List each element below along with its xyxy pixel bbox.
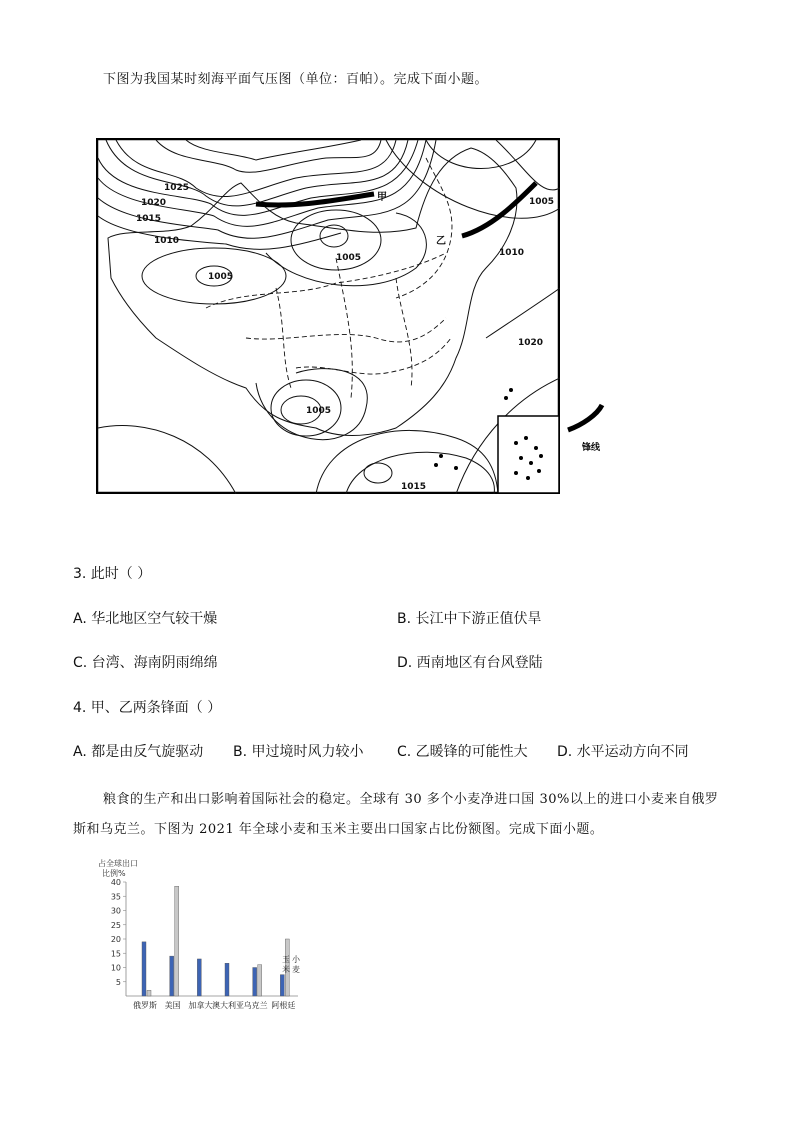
bar-wheat [253,968,257,997]
isobar-label: 1010 [499,248,525,258]
bar-wheat [142,942,146,996]
bar-wheat [170,956,174,996]
isobar-label: 1015 [401,482,427,492]
legend-wheat: 小 [292,955,300,964]
q4-option-d[interactable]: D. 水平运动方向不同 [557,744,689,760]
bar-corn [175,886,179,996]
map-intro: 下图为我国某时刻海平面气压图（单位：百帕）。完成下面小题。 [103,72,489,87]
bar-corn [258,965,262,996]
legend-wheat: 麦 [292,965,300,974]
isobar-label: 1010 [154,236,180,246]
q3-option-c[interactable]: C. 台湾、海南阴雨绵绵 [73,655,218,671]
export-share-chart [88,858,310,1016]
q3-option-d[interactable]: D. 西南地区有台风登陆 [397,655,543,671]
category-label: 阿根廷 [271,1001,296,1010]
category-label: 加拿大 [188,1001,213,1010]
q4-option-b[interactable]: B. 甲过境时风力较小 [233,744,364,760]
y-tick-label: 25 [110,920,121,930]
y-tick-label: 20 [110,935,121,944]
isobar-label: 1025 [164,183,190,193]
q4-option-a[interactable]: A. 都是由反气旋驱动 [73,744,204,760]
category-label: 澳大利亚 [212,1001,244,1010]
question-4-stem: 4. 甲、乙两条锋面（ ） [73,700,222,716]
front-yi-label: 乙 [436,236,446,247]
isobar-label: 1020 [141,198,167,208]
q3-option-b[interactable]: B. 长江中下游正值伏旱 [397,611,542,627]
q3-option-a[interactable]: A. 华北地区空气较干燥 [73,611,218,627]
question-3-stem: 3. 此时（ ） [73,566,152,582]
y-tick-label: 40 [110,878,121,887]
legend-front-label: 锋线 [582,443,601,453]
y-tick-label: 35 [110,892,121,902]
bar-wheat [280,975,284,996]
category-label: 乌克兰 [243,1001,268,1010]
pressure-map [96,138,560,494]
isobar-label: 1005 [208,272,234,282]
y-axis-label: 占全球出口比例% [98,859,138,878]
category-label: 美国 [164,1001,181,1010]
chart-intro-line1: 粮食的生产和出口影响着国际社会的稳定。全球有 30 多个小麦净进口国 30%以上的进口小麦来自俄罗 [103,792,719,807]
y-tick-label: 15 [110,949,121,959]
front-legend [562,400,612,460]
bar-wheat [197,959,201,996]
y-tick-label: 30 [110,906,121,916]
isobar-label: 1005 [306,406,332,416]
isobar-label: 1005 [336,253,362,263]
isobar-label: 1015 [136,214,162,224]
y-tick-label: 5 [115,977,121,987]
y-tick-label: 10 [110,963,121,973]
q4-option-c[interactable]: C. 乙暖锋的可能性大 [397,744,528,760]
isobar-label: 1005 [529,197,555,207]
isobar-label: 1020 [518,338,544,348]
category-label: 俄罗斯 [133,1001,157,1010]
legend-corn: 米 [282,965,290,974]
front-jia-label: 甲 [377,192,387,203]
bar-corn [147,990,151,996]
chart-intro-line2: 斯和乌克兰。下图为 2021 年全球小麦和玉米主要出口国家占比份额图。完成下面小题。 [73,822,604,837]
legend-corn: 玉 [282,955,290,964]
bar-wheat [225,963,229,996]
